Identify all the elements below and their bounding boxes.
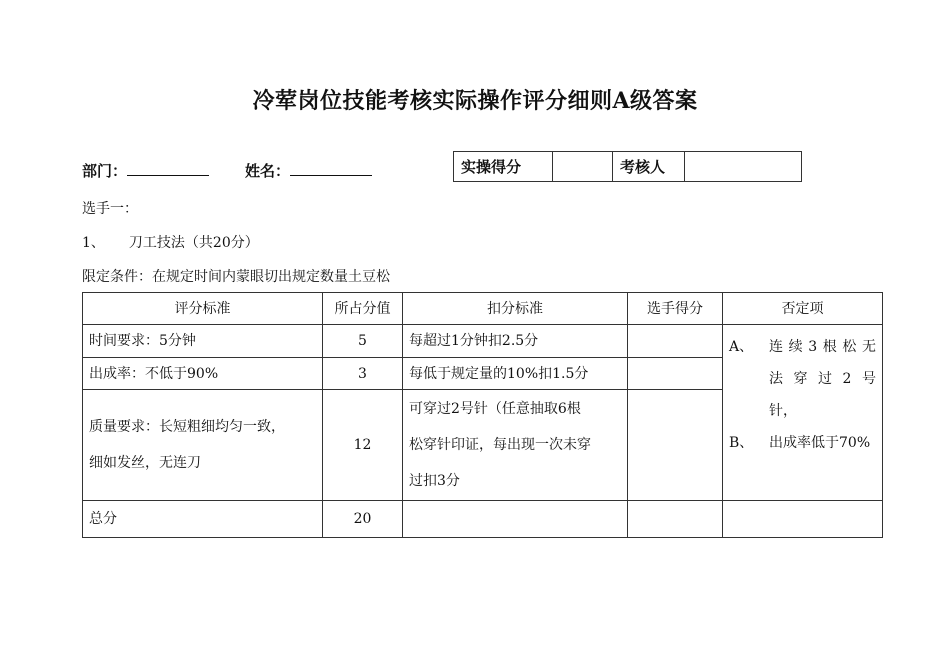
negative-a-line3: 针， bbox=[769, 403, 797, 419]
header-standard: 评分标准 bbox=[83, 293, 323, 325]
row-deduction: 每低于规定量的10%扣1.5分 bbox=[403, 358, 628, 390]
row-score-cell[interactable] bbox=[628, 390, 723, 501]
header-deduction: 扣分标准 bbox=[403, 293, 628, 325]
scoring-table bbox=[82, 292, 883, 538]
negative-b-mark: B、 bbox=[729, 435, 754, 451]
row-points: 12 bbox=[323, 390, 403, 501]
row-points: 5 bbox=[323, 325, 403, 358]
row-standard: 时间要求：5分钟 bbox=[83, 325, 323, 358]
name-field bbox=[245, 160, 372, 181]
header-points: 所占分值 bbox=[323, 293, 403, 325]
department-blank[interactable] bbox=[127, 161, 209, 176]
row-points: 3 bbox=[323, 358, 403, 390]
row-deduction-line1: 可穿过2号针（任意抽取6根 bbox=[409, 401, 581, 417]
score-box bbox=[453, 151, 802, 182]
total-points: 20 bbox=[323, 501, 403, 538]
examiner-label: 考核人 bbox=[613, 152, 685, 182]
header-negatives: 否定项 bbox=[723, 293, 883, 325]
row-deduction bbox=[403, 390, 628, 501]
total-deduction-cell bbox=[403, 501, 628, 538]
department-field bbox=[82, 160, 209, 181]
row-standard-line1: 质量要求：长短粗细均匀一致， bbox=[89, 419, 285, 435]
row-deduction-line3: 过扣3分 bbox=[409, 473, 460, 489]
table-row bbox=[83, 325, 883, 358]
department-label: 部门： bbox=[82, 162, 128, 180]
section-title: 刀工技法（共20分） bbox=[128, 235, 259, 251]
row-standard: 出成率：不低于90% bbox=[83, 358, 323, 390]
section-heading bbox=[82, 232, 259, 252]
header-score: 选手得分 bbox=[628, 293, 723, 325]
row-standard bbox=[83, 390, 323, 501]
total-negatives-cell bbox=[723, 501, 883, 538]
practical-score-label: 实操得分 bbox=[454, 152, 553, 182]
table-header-row bbox=[83, 293, 883, 325]
row-deduction: 每超过1分钟扣2.5分 bbox=[403, 325, 628, 358]
table-total-row bbox=[83, 501, 883, 538]
negative-a-line2: 法穿过2号 bbox=[769, 371, 876, 387]
negatives-cell bbox=[723, 325, 883, 501]
examiner-cell[interactable] bbox=[685, 152, 802, 182]
negative-b-text: 出成率低于70% bbox=[769, 435, 871, 451]
row-deduction-line2: 松穿针印证，每出现一次未穿 bbox=[409, 437, 591, 453]
row-score-cell[interactable] bbox=[628, 358, 723, 390]
practical-score-cell[interactable] bbox=[553, 152, 613, 182]
condition-text: 限定条件：在规定时间内蒙眼切出规定数量土豆松 bbox=[82, 269, 390, 285]
negative-a-line1: 连续3根松无 bbox=[769, 339, 876, 355]
name-blank[interactable] bbox=[290, 161, 372, 176]
row-score-cell[interactable] bbox=[628, 325, 723, 358]
total-score-cell[interactable] bbox=[628, 501, 723, 538]
contestant-label: 选手一： bbox=[82, 201, 138, 217]
row-standard-line2: 细如发丝，无连刀 bbox=[89, 455, 201, 471]
document-title: 冷荤岗位技能考核实际操作评分细则A级答案 bbox=[252, 88, 698, 114]
negative-a-mark: A、 bbox=[729, 339, 754, 355]
name-label: 姓名： bbox=[245, 162, 291, 180]
total-label: 总分 bbox=[83, 501, 323, 538]
section-number: 1、 bbox=[82, 235, 105, 251]
